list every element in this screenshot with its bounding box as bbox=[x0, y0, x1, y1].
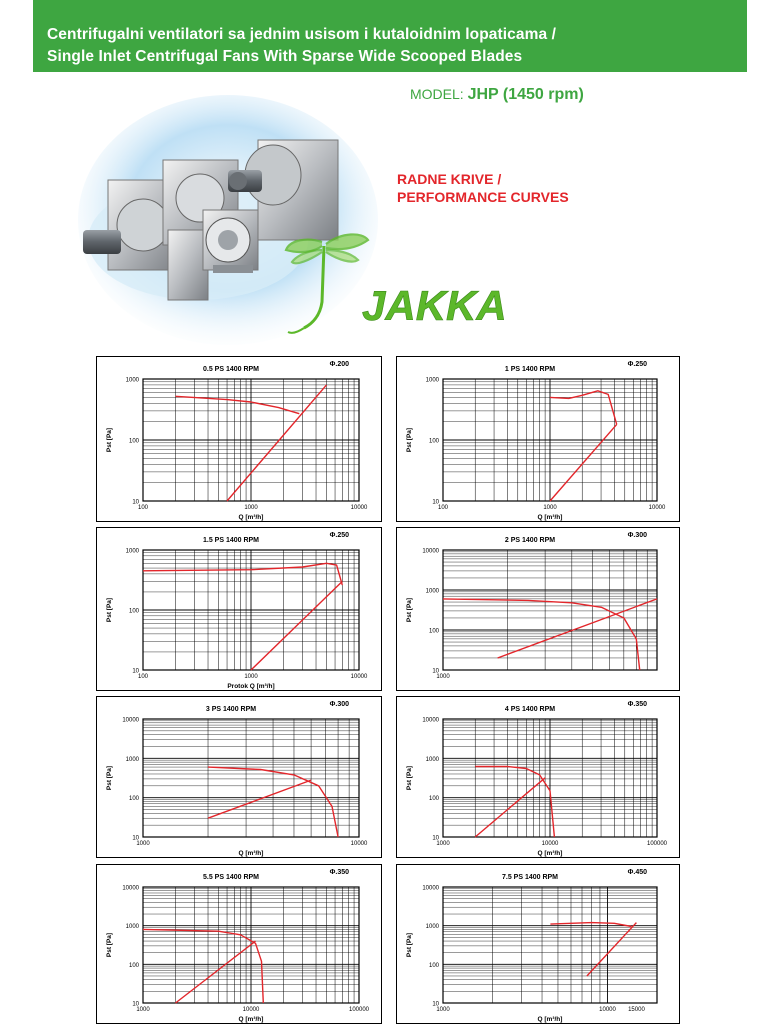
performance-curves-title bbox=[397, 170, 569, 206]
x-tick-label: 10000 bbox=[350, 505, 368, 511]
x-tick-label: 10000 bbox=[350, 674, 368, 680]
y-tick-label: 10000 bbox=[422, 885, 439, 892]
y-tick-label: 1000 bbox=[125, 756, 139, 763]
x-axis-label: Q [m³/h] bbox=[537, 850, 563, 857]
chart-title: 5.5 PS 1400 RPM bbox=[202, 874, 260, 881]
chart-title: 4 PS 1400 RPM bbox=[504, 706, 556, 713]
y-tick-label: 10000 bbox=[122, 717, 139, 724]
y-tick-label: 10000 bbox=[122, 885, 139, 892]
performance-curve bbox=[475, 778, 545, 837]
chart-title: 1 PS 1400 RPM bbox=[504, 366, 556, 373]
y-axis-label: Pst [Pa] bbox=[406, 597, 413, 623]
y-tick-label: 10 bbox=[432, 1001, 439, 1008]
performance-curve bbox=[550, 424, 617, 501]
model-label bbox=[410, 86, 584, 104]
chart-diameter: Φ.250 bbox=[627, 361, 647, 368]
x-tick-label: 100 bbox=[137, 674, 149, 680]
chart-svg bbox=[97, 528, 381, 690]
y-tick-label: 100 bbox=[128, 438, 139, 445]
x-axis-label: Q [m³/h] bbox=[537, 1016, 563, 1023]
jakka-logo bbox=[282, 232, 507, 342]
y-tick-label: 10 bbox=[132, 668, 139, 675]
x-tick-label: 10000 bbox=[242, 1007, 260, 1013]
chart-svg bbox=[97, 357, 381, 521]
y-tick-label: 1000 bbox=[425, 924, 439, 931]
y-axis-label: Pst [Pa] bbox=[406, 932, 413, 958]
plot-frame bbox=[143, 719, 359, 837]
y-tick-label: 10 bbox=[132, 499, 139, 506]
y-axis-label: Pst [Pa] bbox=[106, 932, 113, 958]
performance-curve bbox=[176, 941, 256, 1003]
performance-chart-5 bbox=[96, 696, 382, 858]
y-tick-label: 100 bbox=[428, 796, 439, 803]
chart-svg bbox=[397, 697, 679, 857]
x-axis-label: Q [m³/h] bbox=[537, 514, 563, 521]
performance-curve bbox=[550, 391, 617, 425]
x-tick-label: 1000 bbox=[136, 1007, 150, 1013]
chart-diameter: Φ.300 bbox=[329, 701, 349, 708]
x-tick-label: 100000 bbox=[646, 841, 668, 847]
y-axis-label: Pst [Pa] bbox=[106, 765, 113, 791]
x-tick-label: 100 bbox=[437, 505, 449, 511]
y-tick-label: 10 bbox=[432, 499, 439, 506]
x-tick-label: 100 bbox=[137, 505, 149, 511]
chart-title: 2 PS 1400 RPM bbox=[504, 537, 556, 544]
performance-curve bbox=[443, 599, 640, 670]
performance-curve bbox=[498, 599, 657, 658]
y-axis-label: Pst [Pa] bbox=[106, 597, 113, 623]
performance-chart-1 bbox=[96, 356, 382, 522]
x-tick-label: 1000 bbox=[436, 841, 450, 847]
curves-title-line1: RADNE KRIVE / bbox=[397, 171, 502, 187]
performance-chart-2 bbox=[396, 356, 680, 522]
header-band bbox=[33, 0, 747, 72]
y-tick-label: 10 bbox=[132, 835, 139, 842]
x-axis-label: Q [m³/h] bbox=[238, 1016, 264, 1023]
y-tick-label: 10000 bbox=[422, 548, 439, 555]
chart-title: 0.5 PS 1400 RPM bbox=[202, 366, 260, 373]
y-axis-label: Pst [Pa] bbox=[106, 427, 113, 453]
y-tick-label: 100 bbox=[428, 628, 439, 635]
x-axis-label: Q [m³/h] bbox=[238, 850, 264, 857]
y-tick-label: 1000 bbox=[125, 377, 139, 384]
performance-chart-7 bbox=[96, 864, 382, 1024]
y-axis-label: Pst [Pa] bbox=[406, 427, 413, 453]
y-tick-label: 100 bbox=[428, 438, 439, 445]
x-tick-label: 1000 bbox=[436, 674, 450, 680]
y-tick-label: 1000 bbox=[125, 924, 139, 931]
y-tick-label: 10 bbox=[432, 668, 439, 675]
x-tick-label: 1000 bbox=[244, 674, 258, 680]
x-axis-label: Q [m³/h] bbox=[238, 514, 264, 521]
model-value: JHP (1450 rpm) bbox=[467, 86, 584, 103]
dragonfly-icon bbox=[286, 234, 368, 332]
y-tick-label: 100 bbox=[428, 962, 439, 969]
model-label-prefix: MODEL: bbox=[410, 86, 464, 102]
x-tick-label: 10000 bbox=[350, 841, 368, 847]
x-tick-label: 15000 bbox=[628, 1007, 645, 1013]
chart-svg bbox=[97, 865, 381, 1023]
y-tick-label: 100 bbox=[128, 608, 139, 615]
chart-svg bbox=[397, 865, 679, 1023]
plot-frame bbox=[443, 550, 657, 670]
y-tick-label: 10000 bbox=[422, 717, 439, 724]
header-title-line2: Single Inlet Centrifugal Fans With Sparse Wide Scooped Blades bbox=[47, 48, 523, 65]
performance-chart-4 bbox=[396, 527, 680, 691]
x-tick-label: 10000 bbox=[599, 1007, 616, 1013]
chart-title: 7.5 PS 1400 RPM bbox=[501, 874, 559, 881]
x-tick-label: 1000 bbox=[136, 841, 150, 847]
x-tick-label: 10000 bbox=[541, 841, 559, 847]
chart-diameter: Φ.250 bbox=[329, 532, 349, 539]
y-tick-label: 10 bbox=[432, 835, 439, 842]
curves-title-line2: PERFORMANCE CURVES bbox=[397, 189, 569, 205]
chart-title: 3 PS 1400 RPM bbox=[205, 706, 257, 713]
chart-diameter: Φ.350 bbox=[627, 701, 647, 708]
chart-diameter: Φ.350 bbox=[329, 869, 349, 876]
chart-svg bbox=[397, 528, 679, 690]
chart-svg bbox=[397, 357, 679, 521]
chart-diameter: Φ.450 bbox=[627, 869, 647, 876]
chart-diameter: Φ.200 bbox=[329, 361, 349, 368]
chart-title: 1.5 PS 1400 RPM bbox=[202, 537, 260, 544]
x-tick-label: 100000 bbox=[348, 1007, 370, 1013]
x-tick-label: 1000 bbox=[244, 505, 258, 511]
chart-diameter: Φ.300 bbox=[627, 532, 647, 539]
performance-chart-8 bbox=[396, 864, 680, 1024]
x-tick-label: 1000 bbox=[436, 1007, 450, 1013]
x-axis-label: Protok Q [m³/h] bbox=[227, 683, 275, 690]
logo-text: JAKKA bbox=[362, 282, 507, 329]
x-tick-label: 10000 bbox=[648, 505, 666, 511]
y-tick-label: 1000 bbox=[425, 588, 439, 595]
y-tick-label: 10 bbox=[132, 1001, 139, 1008]
y-tick-label: 100 bbox=[128, 962, 139, 969]
header-title-line1: Centrifugalni ventilatori sa jednim usisom i kutaloidnim lopaticama / bbox=[47, 26, 557, 43]
performance-curve bbox=[251, 581, 342, 670]
performance-chart-3 bbox=[96, 527, 382, 691]
y-tick-label: 1000 bbox=[425, 756, 439, 763]
y-tick-label: 100 bbox=[128, 796, 139, 803]
y-tick-label: 1000 bbox=[425, 377, 439, 384]
performance-chart-6 bbox=[396, 696, 680, 858]
y-axis-label: Pst [Pa] bbox=[406, 765, 413, 791]
plot-frame bbox=[443, 887, 657, 1003]
chart-svg bbox=[97, 697, 381, 857]
x-tick-label: 1000 bbox=[543, 505, 557, 511]
y-tick-label: 1000 bbox=[125, 548, 139, 555]
performance-curve bbox=[143, 563, 342, 585]
